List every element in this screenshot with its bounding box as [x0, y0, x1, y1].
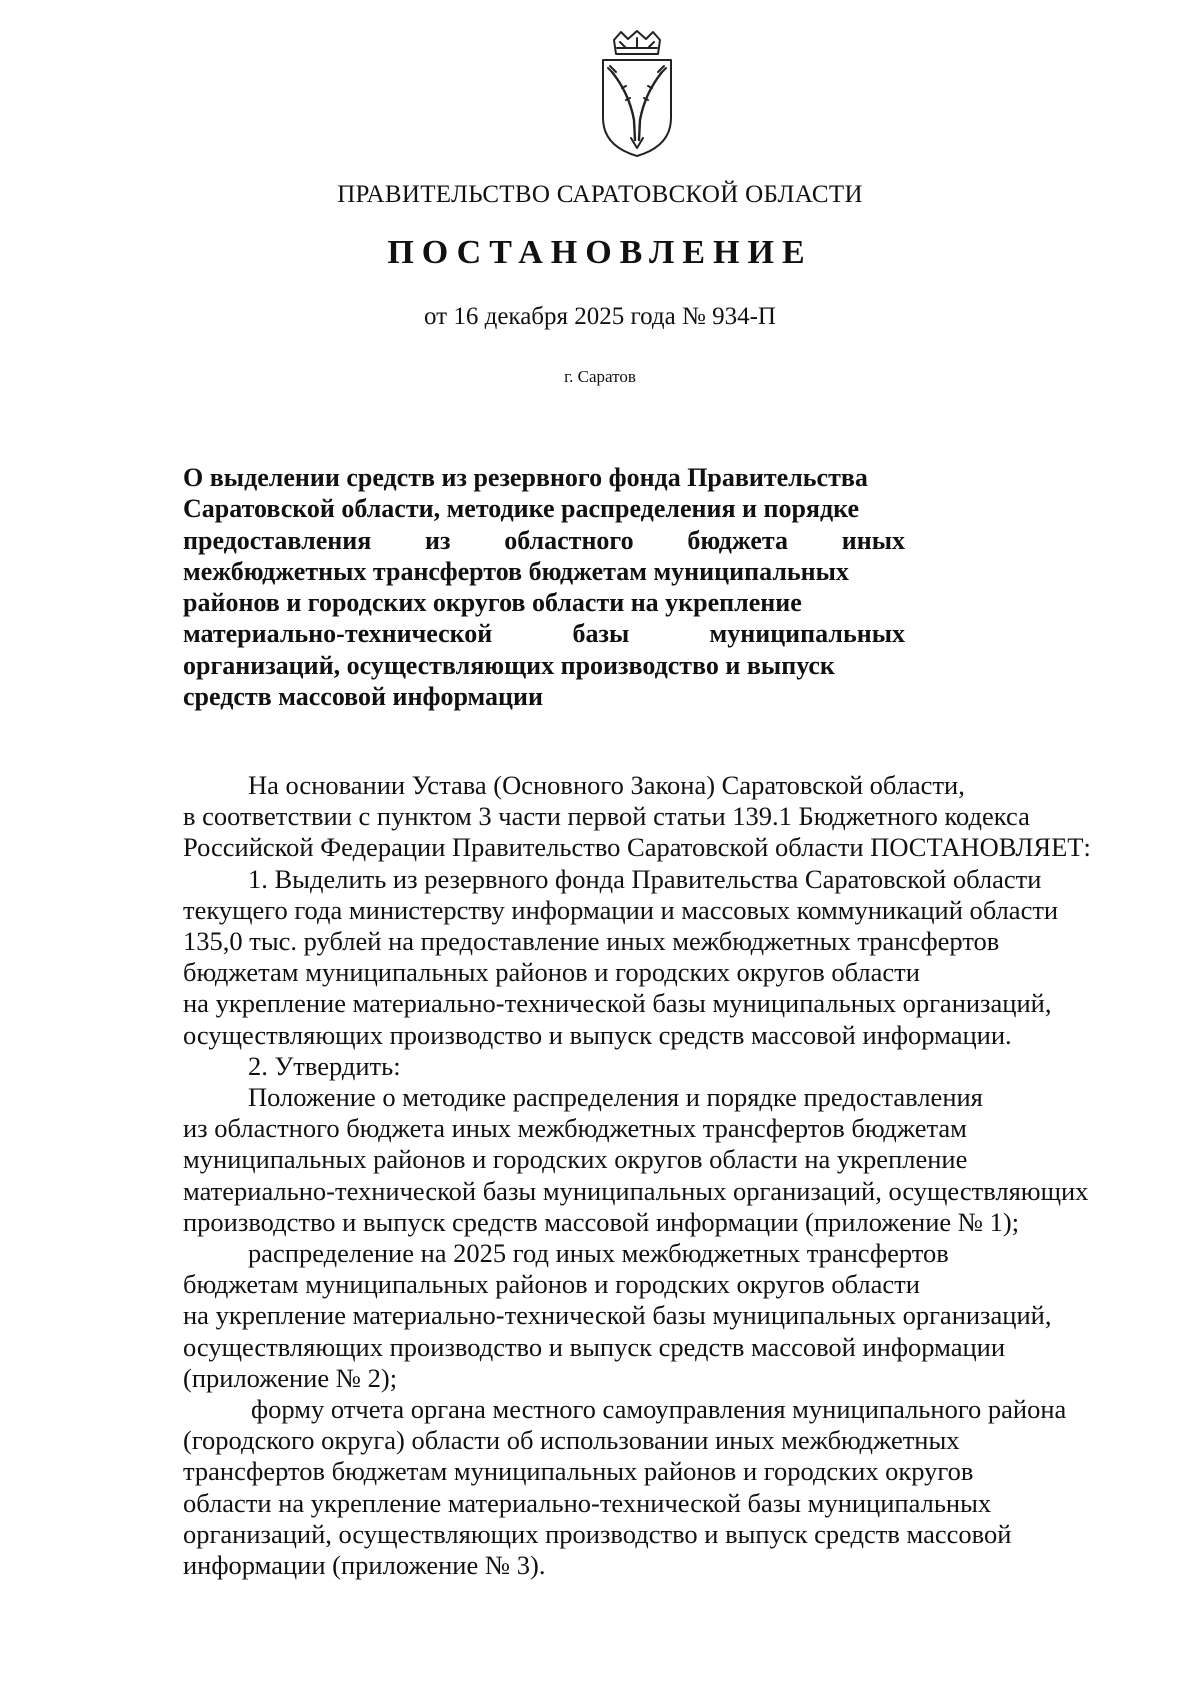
- title-word: областного: [504, 525, 634, 555]
- item-1-line: бюджетам муниципальных районов и городских округов области: [183, 957, 920, 988]
- item-1-line: на укрепление материально-технической базы муниципальных организаций,: [183, 988, 1052, 1019]
- title-line: районов и городских округов области на укрепление: [183, 588, 802, 618]
- title-line: средств массовой информации: [183, 682, 544, 712]
- report-form-line: (городского округа) области об использовании иных межбюджетных: [183, 1425, 960, 1456]
- title-word: муниципальных: [709, 619, 905, 649]
- report-form-line: организаций, осуществляющих производство и выпуск средств массовой: [183, 1518, 1012, 1549]
- distribution-line: осуществляющих производство и выпуск средств массовой информации: [183, 1331, 1006, 1362]
- title-line: [183, 618, 905, 649]
- preamble-line: Российской Федерации Правительство Саратовской области ПОСТАНОВЛЯЕТ:: [183, 832, 1091, 863]
- government-name: ПРАВИТЕЛЬСТВО САРАТОВСКОЙ ОБЛАСТИ: [337, 181, 863, 208]
- item-2-line: 2. Утвердить:: [248, 1050, 401, 1081]
- title-word: предоставления: [183, 525, 372, 555]
- title-word: иных: [841, 525, 905, 555]
- regulation-line: материально-технической базы муниципальных организаций, осуществляющих: [183, 1175, 1089, 1206]
- title-word: из: [425, 525, 451, 555]
- regulation-line: производство и выпуск средств массовой информации (приложение № 1);: [183, 1206, 1020, 1237]
- title-line: межбюджетных трансфертов бюджетам муниципальных: [183, 556, 849, 586]
- distribution-line: бюджетам муниципальных районов и городских округов области: [183, 1269, 920, 1300]
- preamble-line: На основании Устава (Основного Закона) Саратовской области,: [248, 770, 965, 800]
- regulation-line: Положение о методике распределения и порядке предоставления: [248, 1082, 983, 1113]
- document-type: ПОСТАНОВЛЕНИЕ: [387, 234, 813, 271]
- item-1-line: 135,0 тыс. рублей на предоставление иных межбюджетных трансфертов: [183, 926, 1000, 957]
- title-line: [183, 525, 905, 556]
- regulation-line: муниципальных районов и городских округов области на укрепление: [183, 1144, 968, 1175]
- title-line: организаций, осуществляющих производство и выпуск: [183, 650, 835, 680]
- report-form-line: форму отчета органа местного самоуправления муниципального района: [251, 1394, 1067, 1425]
- title-word: бюджета: [687, 525, 788, 555]
- saratov-coat-of-arms-icon: [596, 30, 678, 158]
- title-word: материально-технической: [183, 619, 493, 649]
- document-body: [183, 770, 1115, 1581]
- report-form-line: области на укрепление материально-технической базы муниципальных: [183, 1487, 992, 1518]
- document-title: [183, 462, 905, 712]
- distribution-line: распределение на 2025 год иных межбюджетных трансфертов: [248, 1238, 949, 1269]
- preamble-line: в соответствии с пунктом 3 части первой статьи 139.1 Бюджетного кодекса: [183, 801, 1030, 832]
- report-form-line: трансфертов бюджетам муниципальных районов и городских округов: [183, 1456, 974, 1487]
- item-1-line: текущего года министерству информации и массовых коммуникаций области: [183, 894, 1059, 925]
- distribution-line: (приложение № 2);: [183, 1362, 398, 1393]
- title-line: О выделении средств из резервного фонда Правительства: [183, 463, 868, 492]
- item-1-line: осуществляющих производство и выпуск средств массовой информации.: [183, 1019, 1012, 1050]
- regulation-line: из областного бюджета иных межбюджетных трансфертов бюджетам: [183, 1113, 967, 1144]
- distribution-line: на укрепление материально-технической базы муниципальных организаций,: [183, 1300, 1052, 1331]
- title-word: базы: [572, 619, 630, 649]
- title-line: Саратовской области, методике распределения и порядке: [183, 494, 860, 524]
- document-date-number: от 16 декабря 2025 года № 934-П: [424, 303, 776, 330]
- document-city: г. Саратов: [564, 367, 636, 386]
- report-form-line: информации (приложение № 3).: [183, 1550, 546, 1581]
- item-1-line: 1. Выделить из резервного фонда Правительства Саратовской области: [248, 863, 1042, 894]
